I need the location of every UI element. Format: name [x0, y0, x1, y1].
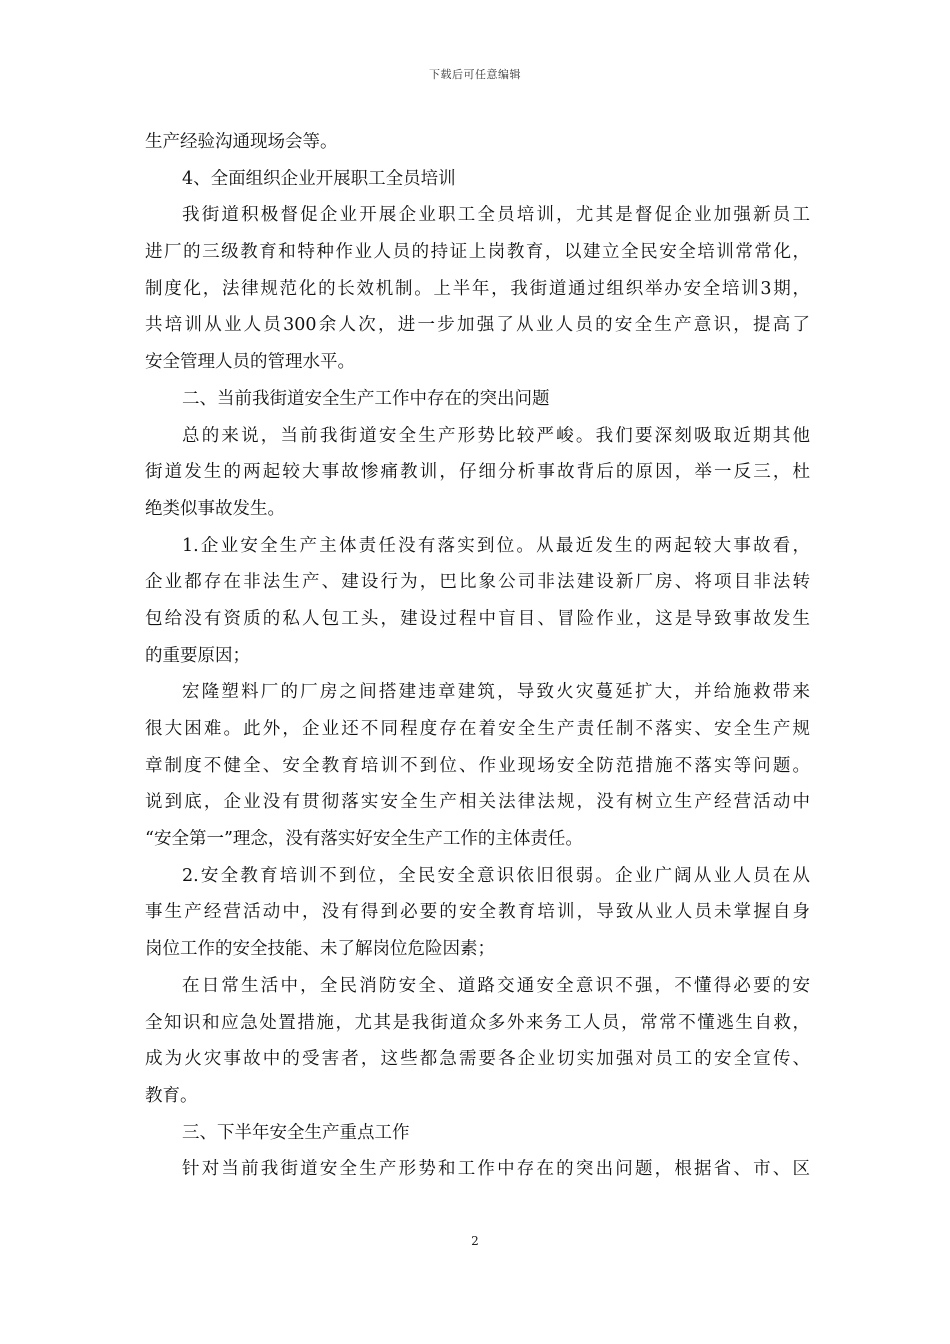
text-line: 事生产经营活动中，没有得到必要的安全教育培训，导致从业人员未掌握自身: [145, 902, 810, 923]
text-line: 成为火灾事故中的受害者，这些都急需要各企业切实加强对员工的安全宣传、: [145, 1049, 810, 1070]
text-line: 生产经验沟通现场会等。: [145, 132, 338, 152]
text-line: 包给没有资质的私人包工头，建设过程中盲目、冒险作业，这是导致事故发生: [145, 608, 810, 629]
text-line: 针对当前我街道安全生产形势和工作中存在的突出问题，根据省、市、区: [182, 1159, 810, 1180]
text-line: 教育。: [145, 1085, 198, 1106]
text-line: 全知识和应急处置措施，尤其是我街道众多外来务工人员，常常不懂逃生自救，: [145, 1012, 810, 1033]
text-line: 很大困难。此外，企业还不同程度存在着安全生产责任制不落实、安全生产规: [145, 719, 810, 739]
text-line: 企业都存在非法生产、建设行为，巴比象公司非法建设新厂房、将项目非法转: [145, 572, 810, 593]
text-line: 的重要原因；: [145, 645, 250, 666]
page-header: 下载后可任意编辑: [429, 68, 521, 81]
text-line: 安全管理人员的管理水平。: [145, 352, 355, 373]
text-line: 进厂的三级教育和特种作业人员的持证上岗教育，以建立全民安全培训常常化，: [145, 242, 810, 263]
text-line: 2.安全教育培训不到位，全民安全意识依旧很弱。企业广阔从业人员在从: [182, 865, 810, 886]
text-line: 在日常生活中，全民消防安全、道路交通安全意识不强，不懂得必要的安: [182, 975, 810, 996]
text-line: 制度化，法律规范化的长效机制。上半年，我街道通过组织举办安全培训3期，: [145, 278, 810, 299]
text-line: 绝类似事故发生。: [145, 498, 285, 519]
text-line: 二、当前我街道安全生产工作中存在的突出问题: [182, 388, 550, 409]
text-line: 4、全面组织企业开展职工全员培训: [182, 168, 456, 189]
text-line: 三、下半年安全生产重点工作: [182, 1122, 410, 1143]
text-line: 岗位工作的安全技能、未了解岗位危险因素；: [145, 939, 495, 960]
text-line: 总的来说，当前我街道安全生产形势比较严峻。我们要深刻吸取近期其他: [182, 425, 810, 446]
text-line: 说到底，企业没有贯彻落实安全生产相关法律法规，没有树立生产经营活动中: [145, 792, 810, 813]
text-line: 1.企业安全生产主体责任没有落实到位。从最近发生的两起较大事故看，: [182, 535, 810, 556]
document-body: [145, 124, 810, 1188]
text-line: 宏隆塑料厂的厂房之间搭建违章建筑，导致火灾蔓延扩大，并给施救带来: [182, 682, 810, 703]
text-line: 街道发生的两起较大事故惨痛教训，仔细分析事故背后的原因，举一反三，杜: [145, 462, 810, 483]
text-line: 章制度不健全、安全教育培训不到位、作业现场安全防范措施不落实等问题。: [145, 755, 810, 776]
text-line: “安全第一”理念，没有落实好安全生产工作的主体责任。: [145, 829, 583, 850]
page-number: 2: [471, 1234, 479, 1248]
text-line: 共培训从业人员300余人次，进一步加强了从业人员的安全生产意识，提高了: [145, 315, 810, 336]
text-line: 我街道积极督促企业开展企业职工全员培训，尤其是督促企业加强新员工: [182, 205, 810, 226]
